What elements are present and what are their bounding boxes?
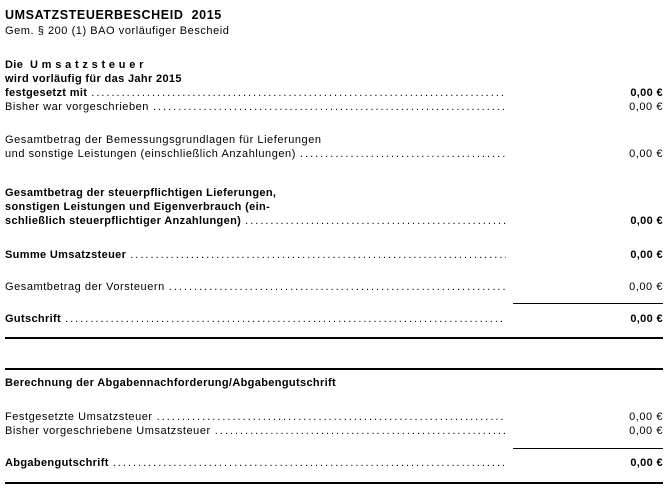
dot-leader [91,86,506,100]
amount-value: 0,00 € [630,249,663,261]
row-label: festgesetzt mit [5,87,88,99]
amount-value: 0,00 € [629,101,663,113]
amount-value: 0,00 € [629,425,663,437]
row-label: Gesamtbetrag der Vorsteuern [5,281,165,293]
row-label: Festgesetzte Umsatzsteuer [5,411,153,423]
dot-leader [153,100,506,114]
subtotal-rule [513,303,663,304]
calculation-heading: Berechnung der Abgabennachforderung/Abgabengutschrift [5,377,337,389]
dot-leader [215,424,506,438]
dot-leader [113,456,506,470]
amount-value: 0,00 € [630,215,663,227]
row-label: Summe Umsatzsteuer [5,249,127,261]
amount-row-abgabengutschrift [5,456,663,470]
subtotal-rule [513,448,663,449]
dot-leader [300,147,506,161]
document-subtitle: Gem. § 200 (1) BAO vorläufiger Bescheid [5,25,230,37]
dot-leader [65,312,506,326]
amount-value: 0,00 € [630,87,663,99]
amount-value: 0,00 € [630,313,663,325]
document-title: UMSATZSTEUERBESCHEID 2015 [5,8,222,22]
row-label: Gutschrift [5,313,62,325]
steuerpflichtige-line-1: Gesamtbetrag der steuerpflichtigen Lieferungen, [5,187,277,199]
amount-row-summe-umsatzsteuer [5,248,663,262]
amount-value: 0,00 € [629,148,663,160]
dot-leader [157,410,506,424]
intro-line-2: wird vorläufig für das Jahr 2015 [5,73,182,85]
section-divider-bottom [5,368,663,370]
dot-leader [169,280,506,294]
amount-row-bisher-vorgeschriebene-umsatzsteuer [5,424,663,438]
row-label: und sonstige Leistungen (einschließlich Anzahlungen) [5,148,296,160]
row-label: Bisher war vorgeschrieben [5,101,149,113]
row-label: Bisher vorgeschriebene Umsatzsteuer [5,425,211,437]
row-label: Abgabengutschrift [5,457,109,469]
dot-leader [130,248,506,262]
amount-value: 0,00 € [629,411,663,423]
amount-row-festgesetzte-umsatzsteuer [5,410,663,424]
amount-value: 0,00 € [630,457,663,469]
amount-row-bemessungsgrundlagen [5,147,663,161]
row-label: schließlich steuerpflichtiger Anzahlungen) [5,215,242,227]
document-end-rule [5,482,663,484]
amount-row-festgesetzt [5,86,663,100]
amount-row-steuerpflichtige [5,214,663,228]
amount-value: 0,00 € [629,281,663,293]
section-divider-top [5,337,663,339]
amount-row-bisher-vorgeschrieben [5,100,663,114]
amount-row-gutschrift [5,312,663,326]
dot-leader [245,214,506,228]
intro-line-1: Die U m s a t z s t e u e r [5,59,144,71]
steuerpflichtige-line-2: sonstigen Leistungen und Eigenverbrauch (ein- [5,201,271,213]
bemessungsgrundlagen-line-1: Gesamtbetrag der Bemessungsgrundlagen für Lieferungen [5,134,322,146]
amount-row-vorsteuern [5,280,663,294]
